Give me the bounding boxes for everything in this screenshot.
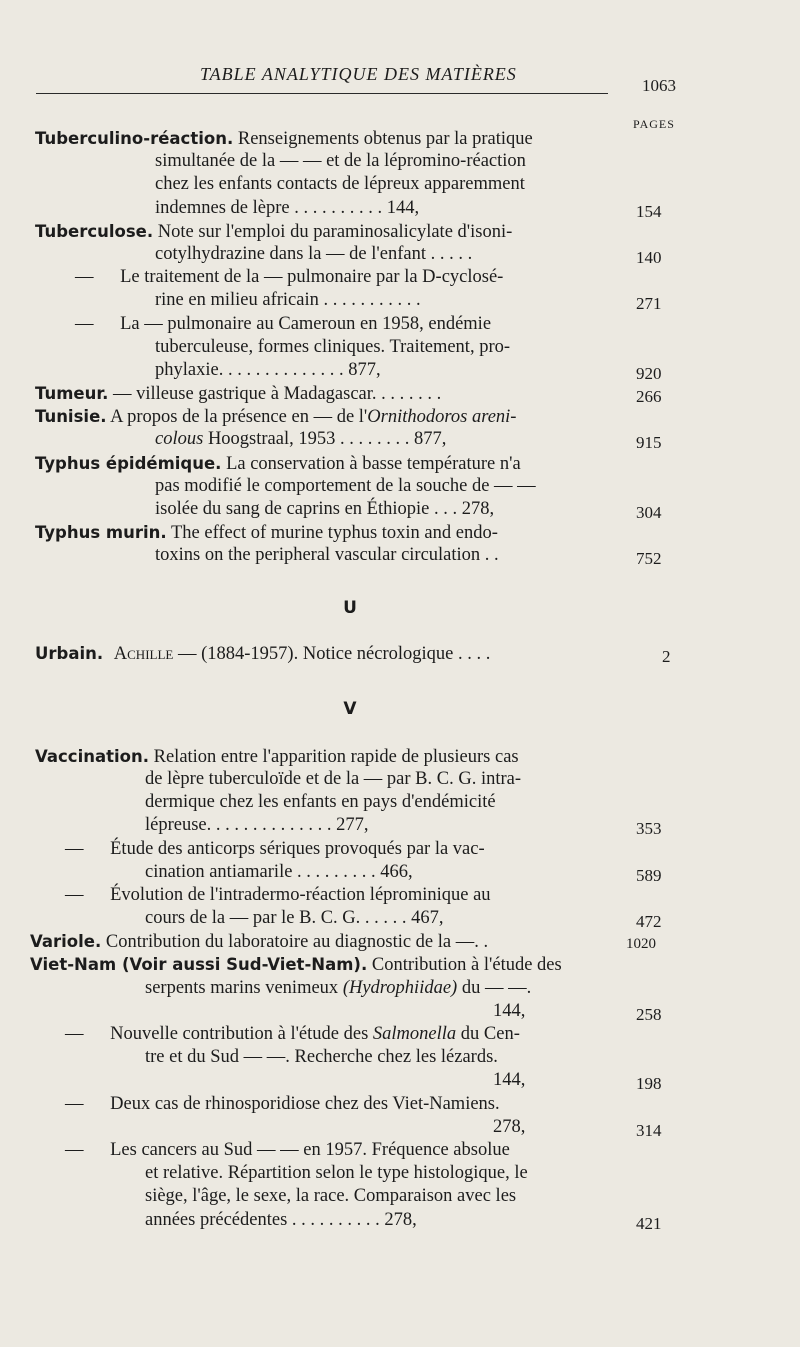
- entry-text: phylaxie. . . . . . . . . . . . . . 877,: [155, 359, 381, 380]
- page-reference: 752: [636, 549, 662, 569]
- index-entry: [0, 642, 800, 665]
- page-reference: 140: [636, 247, 662, 267]
- index-entry: [0, 127, 800, 220]
- page-reference: 271: [636, 294, 662, 314]
- entry-text: cination antiamarile . . . . . . . . . 466,: [145, 861, 413, 882]
- pages-column-label: PAGES: [633, 117, 675, 131]
- page-reference: 154: [636, 201, 662, 221]
- repeat-dash: —: [75, 267, 94, 288]
- entry-heading: Variole.: [30, 932, 102, 952]
- entry-text: toxins on the peripheral vascular circulation . .: [155, 545, 499, 566]
- entry-text: de lèpre tuberculoïde et de la — par B. C. G. intra-: [145, 768, 522, 789]
- entry-text: Renseignements obtenus par la pratique: [237, 129, 533, 149]
- page-reference: 920: [636, 363, 662, 383]
- entry-text: 144,: [493, 1070, 526, 1091]
- entry-heading: Urbain.: [35, 643, 104, 663]
- entry-heading: Viet-Nam (Voir aussi Sud-Viet-Nam).: [30, 955, 368, 975]
- index-entry: [0, 884, 800, 930]
- entry-text: La conservation à basse température n'a: [226, 453, 521, 474]
- entry-text: Nouvelle contribution à l'étude des: [110, 1024, 373, 1044]
- species-name: Ornithodoros areni-: [367, 407, 517, 428]
- page-reference: 1020: [626, 936, 656, 953]
- page-number: 1063: [642, 76, 676, 95]
- index-entry: [0, 953, 800, 1023]
- entry-text: du — —.: [457, 977, 532, 998]
- repeat-dash: —: [65, 1024, 84, 1044]
- entry-text: Relation entre l'apparition rapide de plusieurs cas: [153, 746, 519, 767]
- entry-text: A propos de la présence en — de l': [110, 407, 368, 428]
- entry-heading: Tunisie.: [35, 407, 107, 427]
- section-letter-u: U: [343, 597, 357, 618]
- page-reference: 472: [636, 912, 662, 932]
- repeat-dash: —: [65, 884, 84, 905]
- entry-text: cours de la — par le B. C. G. . . . . . 467,: [145, 908, 444, 929]
- index-entry: [0, 405, 800, 451]
- entry-text: du Cen-: [456, 1024, 520, 1044]
- species-name: colous: [155, 429, 204, 450]
- repeat-dash: —: [65, 1139, 84, 1160]
- index-entry: [0, 313, 800, 383]
- index-entry: [0, 521, 800, 567]
- entry-text: Les cancers au Sud — — en 1957. Fréquence absolue: [110, 1139, 510, 1160]
- running-title: TABLE ANALYTIQUE DES MATIÈRES: [200, 64, 517, 84]
- entry-heading: Typhus épidémique.: [35, 453, 222, 473]
- entry-heading: Tumeur.: [35, 384, 109, 404]
- index-entry: [0, 452, 800, 522]
- page-reference: 915: [636, 433, 662, 453]
- entry-text: années précédentes . . . . . . . . . . 278,: [145, 1209, 417, 1230]
- index-entry: [0, 745, 800, 838]
- entry-text: Le traitement de la — pulmonaire par la D-cyclosé-: [120, 267, 504, 288]
- entry-text: et relative. Répartition selon le type histologique, le: [145, 1163, 528, 1184]
- entry-text: — villeuse gastrique à Madagascar. . . . . . . .: [113, 384, 442, 405]
- page-reference: 421: [636, 1213, 662, 1233]
- entry-text: simultanée de la — — et de la lépromino-réaction: [155, 151, 526, 172]
- entry-text: siège, l'âge, le sexe, la race. Comparaison avec les: [145, 1186, 517, 1207]
- entry-heading: Tuberculino-réaction.: [35, 129, 234, 148]
- entry-text: chez les enfants contacts de lépreux apparemment: [155, 174, 525, 195]
- entry-text: tre et du Sud — —. Recherche chez les lézards.: [145, 1047, 498, 1068]
- index-entry: [0, 930, 800, 953]
- page-reference: 589: [636, 865, 662, 885]
- entry-text: Deux cas de rhinosporidiose chez des Viet-Namiens.: [110, 1093, 500, 1114]
- entry-text: dermique chez les enfants en pays d'endémicité: [145, 792, 496, 813]
- entry-text: pas modifié le comportement de la souche de — —: [155, 475, 536, 496]
- page-reference: 304: [636, 503, 662, 522]
- entry-text: Contribution à l'étude des: [371, 955, 562, 976]
- index-entry: [0, 1139, 800, 1232]
- page-reference: 258: [636, 1004, 662, 1024]
- entry-text: serpents marins venimeux: [145, 977, 343, 998]
- entry-text: La — pulmonaire au Cameroun en 1958, endémie: [120, 313, 492, 334]
- index-entry: [0, 1023, 800, 1093]
- entry-text: indemnes de lèpre . . . . . . . . . . 144,: [155, 197, 420, 218]
- species-name: (Hydrophiidae): [342, 977, 458, 998]
- index-entry: [0, 382, 800, 405]
- entry-text: lépreuse. . . . . . . . . . . . . . 277,: [145, 815, 369, 836]
- repeat-dash: —: [75, 313, 94, 334]
- page-reference: 198: [636, 1074, 662, 1094]
- repeat-dash: —: [65, 838, 84, 859]
- entry-text: isolée du sang de caprins en Éthiopie . . . 278,: [155, 499, 495, 519]
- page-reference: 353: [636, 819, 662, 839]
- entry-text: Note sur l'emploi du paraminosalicylate d'isoni-: [157, 221, 513, 242]
- index-entry: [0, 1093, 800, 1139]
- entry-text: — (1884-1957). Notice nécrologique . . . .: [177, 643, 491, 664]
- entry-text: The effect of murine typhus toxin and endo-: [170, 523, 498, 544]
- index-entry: [0, 266, 800, 312]
- species-name: Salmonella: [372, 1024, 457, 1044]
- entry-text: Hoogstraal, 1953 . . . . . . . . 877,: [203, 429, 447, 450]
- entry-text: 144,: [493, 1000, 526, 1021]
- index-entry: [0, 838, 800, 884]
- entry-heading: Vaccination.: [35, 746, 149, 766]
- person-name: Achille: [113, 643, 174, 664]
- entry-text: Évolution de l'intradermo-réaction léprominique au: [110, 884, 491, 905]
- entry-text: rine en milieu africain . . . . . . . . . . .: [155, 290, 421, 311]
- page-reference: 266: [636, 387, 662, 407]
- entry-text: 278,: [493, 1116, 526, 1137]
- index-entries: [0, 127, 800, 1232]
- entry-text: tuberculeuse, formes cliniques. Traitement, pro-: [155, 336, 511, 357]
- repeat-dash: —: [65, 1093, 84, 1114]
- entry-heading: Tuberculose.: [35, 221, 154, 241]
- entry-text: Étude des anticorps sériques provoqués par la vac-: [110, 838, 485, 859]
- header-rule: [36, 93, 608, 94]
- page-reference: 314: [636, 1120, 662, 1140]
- entry-text: Contribution du laboratoire au diagnostic de la —. .: [105, 932, 489, 953]
- index-entry: [0, 220, 800, 266]
- page-reference: 2: [662, 646, 671, 666]
- section-letter-v: V: [343, 698, 357, 719]
- entry-heading: Typhus murin.: [35, 523, 167, 543]
- entry-text: cotylhydrazine dans la — de l'enfant . . . . .: [155, 243, 473, 264]
